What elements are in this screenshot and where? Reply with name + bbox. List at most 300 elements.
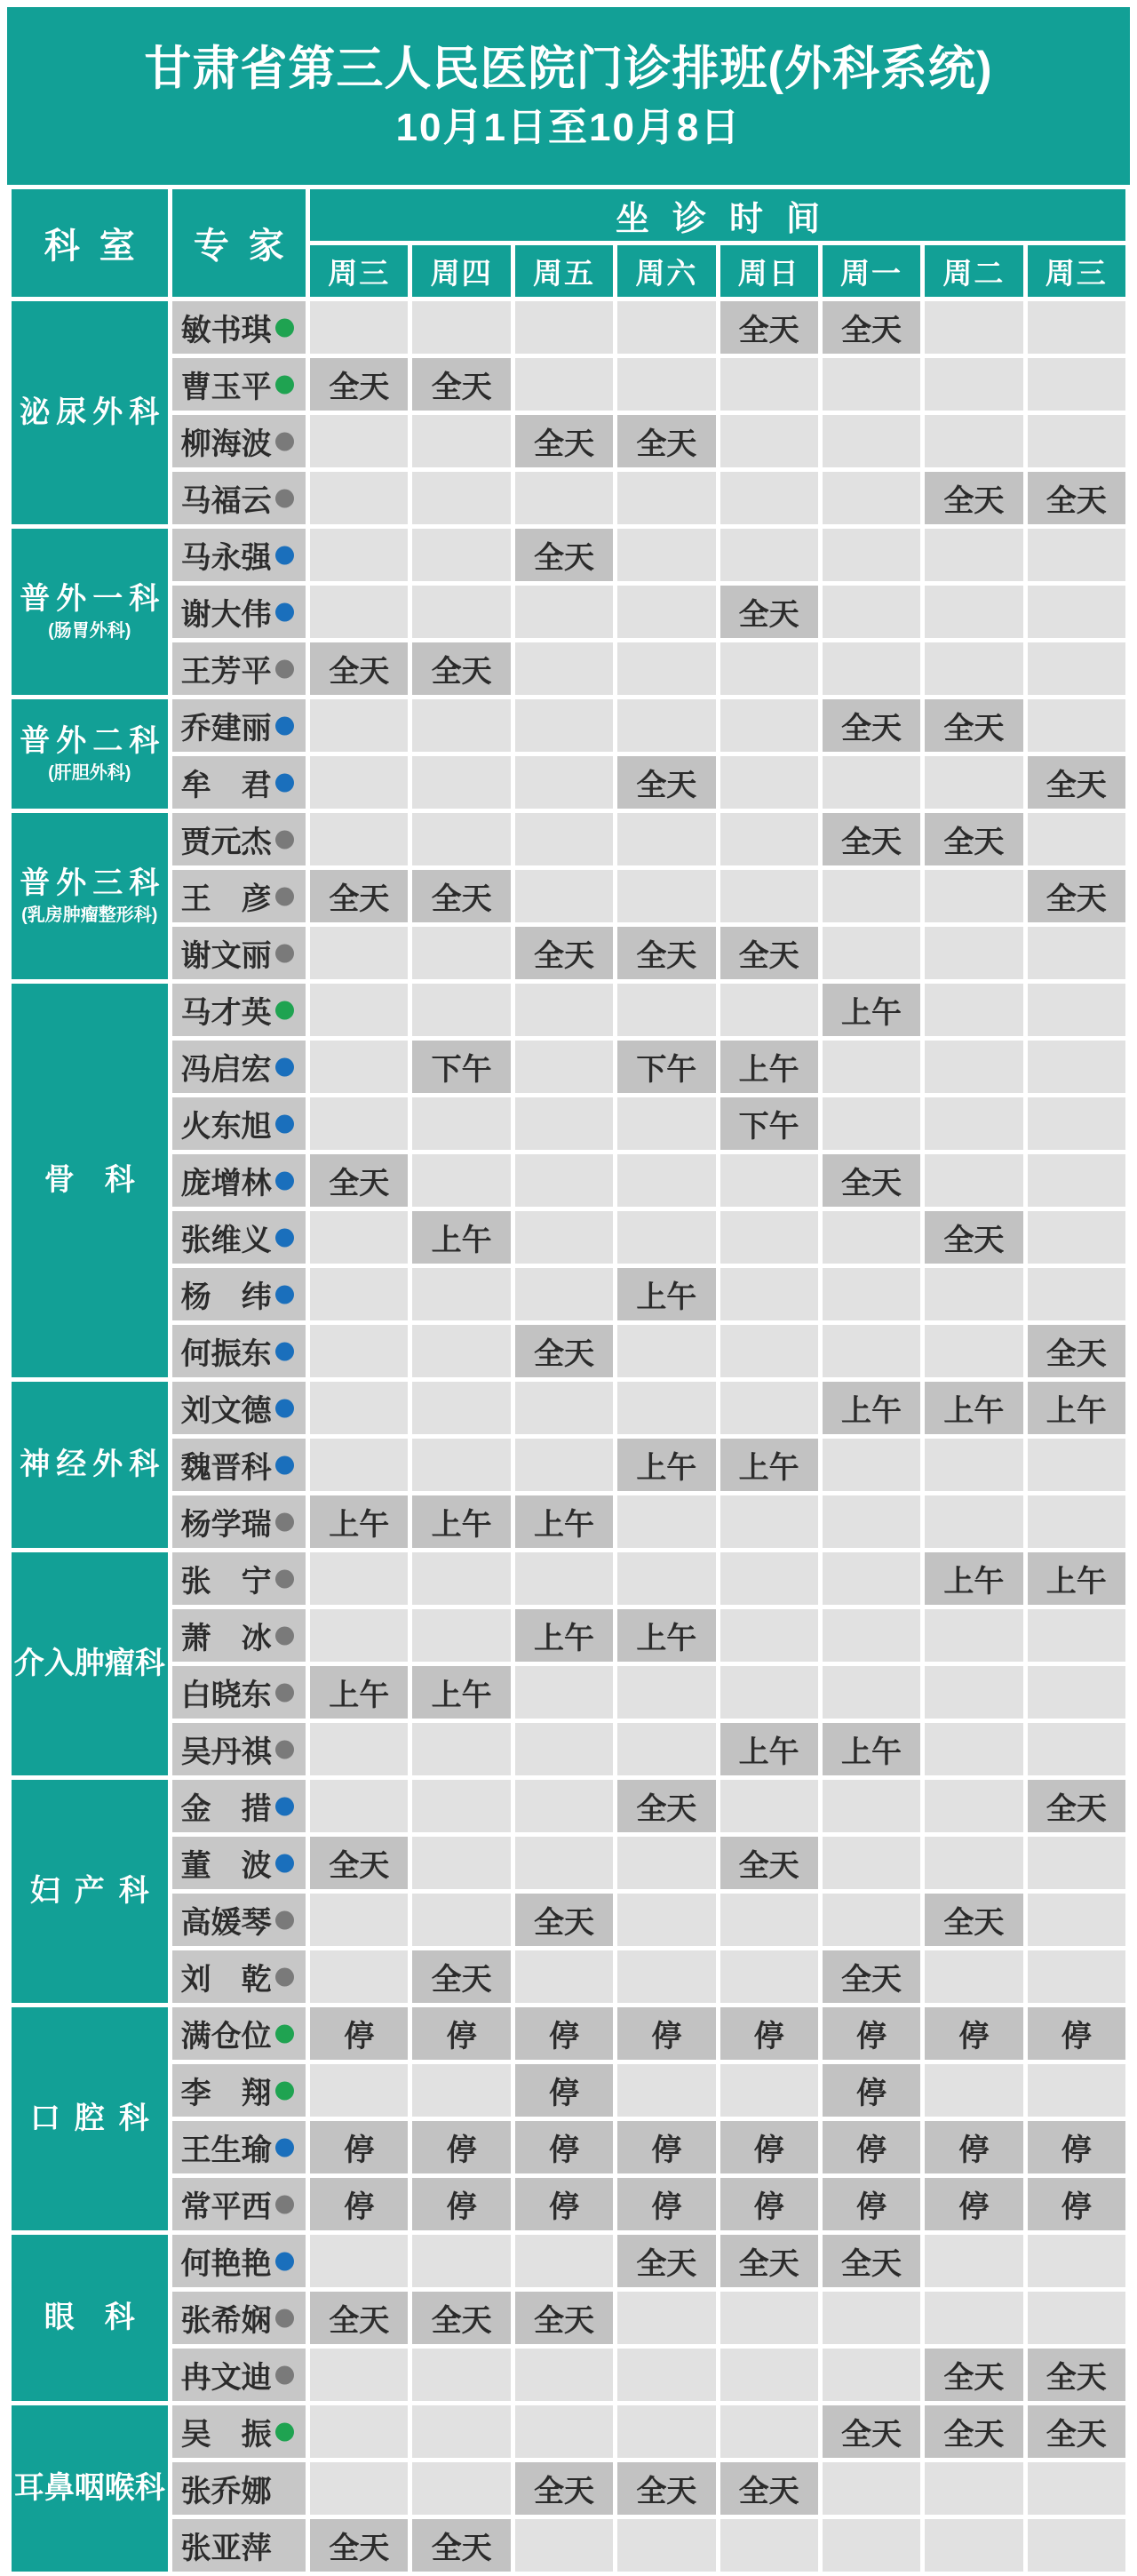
doctor-cell	[172, 1154, 306, 1207]
slot-cell: 停	[515, 2121, 613, 2173]
doctor-name: 刘 乾	[180, 1963, 272, 1997]
slot-cell	[617, 301, 715, 354]
blue-status-dot-icon	[275, 1342, 294, 1360]
doctor-name: 贾元杰	[180, 825, 272, 859]
col-header-day: 周三	[310, 245, 408, 297]
doctor-row	[12, 1780, 1125, 1832]
slot-cell: 全天	[925, 1211, 1022, 1264]
slot-cell	[617, 2519, 715, 2572]
doctor-name: 萧 冰	[180, 1622, 272, 1655]
doctor-name: 常平西	[180, 2190, 272, 2224]
slot-cell: 全天	[515, 2462, 613, 2515]
slot-cell	[412, 984, 510, 1036]
slot-cell	[823, 2519, 920, 2572]
slot-cell	[515, 1552, 613, 1605]
slot-cell: 全天	[515, 1325, 613, 1377]
department-name: 耳鼻咽喉科	[13, 2470, 165, 2505]
slot-cell	[925, 358, 1022, 411]
doctor-row	[12, 1154, 1125, 1207]
slot-cell	[515, 2235, 613, 2287]
slot-cell: 上午	[720, 1439, 818, 1491]
doctor-cell	[172, 1552, 306, 1605]
slot-cell: 停	[515, 2064, 613, 2117]
slot-cell	[617, 2064, 715, 2117]
department-cell	[12, 2007, 168, 2230]
slot-cell	[310, 1780, 408, 1832]
slot-cell: 上午	[823, 984, 920, 1036]
gray-status-dot-icon	[275, 2309, 294, 2327]
slot-cell: 全天	[310, 358, 408, 411]
slot-cell: 全天	[720, 2462, 818, 2515]
department-name: 眼 科	[44, 2300, 135, 2334]
gray-status-dot-icon	[275, 2365, 294, 2384]
slot-cell	[617, 1894, 715, 1946]
slot-cell: 全天	[720, 2235, 818, 2287]
slot-cell: 全天	[1028, 1780, 1125, 1832]
slot-cell	[1028, 984, 1125, 1036]
slot-cell	[823, 529, 920, 581]
slot-cell	[515, 472, 613, 524]
department-cell	[12, 813, 168, 979]
slot-cell	[310, 1609, 408, 1662]
slot-cell	[412, 756, 510, 809]
doctor-name: 马才英	[180, 996, 272, 1030]
slot-cell	[310, 1894, 408, 1946]
department-name: 普外二科	[20, 723, 166, 758]
slot-cell	[412, 2462, 510, 2515]
slot-cell	[720, 1325, 818, 1377]
slot-cell	[720, 1780, 818, 1832]
slot-cell	[515, 870, 613, 922]
doctor-cell	[172, 472, 306, 524]
doctor-row	[12, 1837, 1125, 1889]
slot-cell	[515, 1837, 613, 1889]
slot-cell: 全天	[1028, 1325, 1125, 1377]
doctor-name: 张 宁	[180, 1565, 272, 1599]
slot-cell	[310, 2235, 408, 2287]
slot-cell	[1028, 1723, 1125, 1775]
slot-cell	[617, 1837, 715, 1889]
slot-cell	[823, 586, 920, 638]
col-header-time-banner: 坐诊时间	[310, 189, 1125, 241]
slot-cell	[925, 1154, 1022, 1207]
slot-cell: 下午	[720, 1097, 818, 1150]
blue-status-dot-icon	[275, 1228, 294, 1247]
slot-cell	[412, 1325, 510, 1377]
slot-cell	[617, 642, 715, 695]
slot-cell	[617, 984, 715, 1036]
doctor-row	[12, 1041, 1125, 1093]
slot-cell	[720, 1211, 818, 1264]
green-status-dot-icon	[275, 2024, 294, 2043]
slot-cell	[823, 756, 920, 809]
slot-cell	[515, 1097, 613, 1150]
slot-cell: 全天	[412, 2519, 510, 2572]
slot-cell	[823, 1552, 920, 1605]
slot-cell: 全天	[412, 870, 510, 922]
doctor-cell	[172, 1439, 306, 1491]
slot-cell	[412, 2235, 510, 2287]
slot-cell	[617, 699, 715, 752]
slot-cell	[925, 2292, 1022, 2344]
slot-cell	[925, 301, 1022, 354]
slot-cell	[310, 927, 408, 979]
slot-cell	[1028, 1837, 1125, 1889]
blue-status-dot-icon	[275, 1171, 294, 1190]
slot-cell: 全天	[515, 927, 613, 979]
slot-cell	[617, 529, 715, 581]
slot-cell	[310, 699, 408, 752]
slot-cell	[720, 415, 818, 467]
doctor-cell	[172, 2064, 306, 2117]
slot-cell	[823, 2349, 920, 2401]
slot-cell: 上午	[310, 1495, 408, 1548]
doctor-cell	[172, 1723, 306, 1775]
doctor-name: 牟 君	[180, 769, 272, 802]
blue-status-dot-icon	[275, 2138, 294, 2157]
doctor-name: 张乔娜	[180, 2475, 272, 2508]
slot-cell	[720, 1894, 818, 1946]
slot-cell: 上午	[617, 1268, 715, 1320]
doctor-row	[12, 2064, 1125, 2117]
slot-cell: 上午	[925, 1382, 1022, 1434]
doctor-name: 张希娴	[180, 2304, 272, 2338]
department-cell	[12, 529, 168, 695]
slot-cell	[720, 1609, 818, 1662]
doctor-row	[12, 1894, 1125, 1946]
col-header-day: 周三	[1028, 245, 1125, 297]
slot-cell	[617, 472, 715, 524]
doctor-row	[12, 2405, 1125, 2458]
slot-cell	[515, 2405, 613, 2458]
slot-cell	[617, 1723, 715, 1775]
doctor-name: 乔建丽	[180, 712, 272, 746]
slot-cell: 停	[720, 2121, 818, 2173]
doctor-row	[12, 2349, 1125, 2401]
slot-cell	[412, 1780, 510, 1832]
slot-cell	[515, 1154, 613, 1207]
slot-cell	[1028, 1097, 1125, 1150]
slot-cell: 停	[925, 2007, 1022, 2060]
slot-cell	[310, 2405, 408, 2458]
slot-cell	[720, 529, 818, 581]
slot-cell	[310, 984, 408, 1036]
doctor-row	[12, 2519, 1125, 2572]
slot-cell	[1028, 1154, 1125, 1207]
slot-cell	[823, 1780, 920, 1832]
gray-status-dot-icon	[275, 489, 294, 507]
slot-cell	[515, 1382, 613, 1434]
slot-cell: 全天	[1028, 870, 1125, 922]
slot-cell	[1028, 1268, 1125, 1320]
slot-cell: 全天	[515, 529, 613, 581]
slot-cell	[515, 2349, 613, 2401]
date-range: 10月1日至10月8日	[395, 105, 742, 149]
doctor-name: 柳海波	[180, 427, 272, 461]
doctor-cell	[172, 2292, 306, 2344]
slot-cell	[925, 984, 1022, 1036]
slot-cell: 上午	[310, 1666, 408, 1719]
slot-cell: 下午	[617, 1041, 715, 1093]
doctor-row	[12, 358, 1125, 411]
doctor-row	[12, 529, 1125, 581]
slot-cell	[925, 529, 1022, 581]
doctor-row	[12, 1439, 1125, 1491]
slot-cell	[1028, 1211, 1125, 1264]
slot-cell	[412, 1552, 510, 1605]
slot-cell	[412, 1837, 510, 1889]
slot-cell	[1028, 2519, 1125, 2572]
slot-cell	[925, 642, 1022, 695]
slot-cell	[310, 813, 408, 865]
slot-cell	[310, 1211, 408, 1264]
col-header-day: 周一	[823, 245, 920, 297]
slot-cell: 停	[925, 2178, 1022, 2230]
slot-cell	[1028, 2462, 1125, 2515]
slot-cell: 全天	[925, 472, 1022, 524]
slot-cell: 停	[412, 2007, 510, 2060]
doctor-cell	[172, 642, 306, 695]
slot-cell	[925, 1723, 1022, 1775]
slot-cell	[310, 472, 408, 524]
doctor-row	[12, 1325, 1125, 1377]
slot-cell	[412, 415, 510, 467]
col-header-department: 科室	[12, 189, 168, 297]
slot-cell	[617, 358, 715, 411]
doctor-name: 王芳平	[180, 655, 272, 689]
slot-cell	[925, 927, 1022, 979]
green-status-dot-icon	[275, 1001, 294, 1019]
slot-cell: 上午	[925, 1552, 1022, 1605]
slot-cell	[925, 2064, 1022, 2117]
slot-cell	[925, 1041, 1022, 1093]
doctor-cell	[172, 2235, 306, 2287]
slot-cell	[515, 1780, 613, 1832]
slot-cell: 全天	[925, 2405, 1022, 2458]
slot-cell: 全天	[310, 2292, 408, 2344]
doctor-cell	[172, 984, 306, 1036]
doctor-name: 庞增林	[180, 1167, 272, 1200]
doctor-cell	[172, 2405, 306, 2458]
slot-cell: 全天	[310, 1837, 408, 1889]
slot-cell	[310, 415, 408, 467]
doctor-name: 谢文丽	[180, 939, 272, 973]
slot-cell: 上午	[1028, 1382, 1125, 1434]
slot-cell: 上午	[1028, 1552, 1125, 1605]
slot-cell	[412, 1439, 510, 1491]
doctor-row	[12, 2178, 1125, 2230]
blue-status-dot-icon	[275, 773, 294, 792]
doctor-cell	[172, 358, 306, 411]
slot-cell	[720, 1950, 818, 2003]
slot-cell	[720, 2292, 818, 2344]
slot-cell: 全天	[720, 927, 818, 979]
slot-cell: 全天	[823, 301, 920, 354]
doctor-row	[12, 1268, 1125, 1320]
gray-status-dot-icon	[275, 830, 294, 849]
slot-cell	[617, 1495, 715, 1548]
slot-cell	[1028, 1041, 1125, 1093]
slot-cell	[823, 2292, 920, 2344]
slot-cell	[412, 1382, 510, 1434]
doctor-row	[12, 1609, 1125, 1662]
slot-cell	[515, 1723, 613, 1775]
doctor-row	[12, 2462, 1125, 2515]
slot-cell: 全天	[515, 1894, 613, 1946]
slot-cell: 全天	[617, 1780, 715, 1832]
slot-cell	[412, 699, 510, 752]
slot-cell	[823, 1495, 920, 1548]
slot-cell	[720, 1495, 818, 1548]
doctor-name: 何艳艳	[180, 2247, 272, 2281]
department-cell	[12, 2405, 168, 2572]
department-cell	[12, 1552, 168, 1775]
slot-cell: 上午	[823, 1723, 920, 1775]
slot-cell	[925, 2235, 1022, 2287]
blue-status-dot-icon	[275, 602, 294, 621]
slot-cell	[1028, 1609, 1125, 1662]
department-cell	[12, 1382, 168, 1548]
slot-cell	[1028, 1495, 1125, 1548]
slot-cell	[925, 756, 1022, 809]
slot-cell: 停	[720, 2178, 818, 2230]
blue-status-dot-icon	[275, 2252, 294, 2270]
doctor-name: 白晓东	[180, 1679, 272, 1712]
doctor-cell	[172, 2462, 306, 2515]
doctor-name: 刘文德	[180, 1394, 272, 1428]
slot-cell: 全天	[412, 358, 510, 411]
slot-cell: 下午	[412, 1041, 510, 1093]
slot-cell	[925, 2519, 1022, 2572]
slot-cell: 停	[515, 2007, 613, 2060]
slot-cell	[412, 2349, 510, 2401]
slot-cell	[823, 1609, 920, 1662]
slot-cell	[412, 529, 510, 581]
blue-status-dot-icon	[275, 1399, 294, 1417]
doctor-cell	[172, 813, 306, 865]
slot-cell	[720, 2349, 818, 2401]
slot-cell: 全天	[823, 1154, 920, 1207]
doctor-name: 马永强	[180, 541, 272, 575]
blue-status-dot-icon	[275, 1854, 294, 1872]
slot-cell	[1028, 1439, 1125, 1491]
department-cell	[12, 699, 168, 809]
col-header-day: 周四	[412, 245, 510, 297]
slot-cell: 上午	[617, 1609, 715, 1662]
gray-status-dot-icon	[275, 2195, 294, 2213]
doctor-cell	[172, 2349, 306, 2401]
header-row-1	[12, 189, 1125, 241]
slot-cell: 全天	[823, 1950, 920, 2003]
slot-cell: 全天	[925, 699, 1022, 752]
slot-cell: 停	[1028, 2121, 1125, 2173]
slot-cell	[1028, 642, 1125, 695]
slot-cell	[310, 1950, 408, 2003]
slot-cell	[617, 1325, 715, 1377]
doctor-row	[12, 415, 1125, 467]
slot-cell	[720, 2064, 818, 2117]
slot-cell	[1028, 301, 1125, 354]
slot-cell: 停	[1028, 2007, 1125, 2060]
slot-cell	[1028, 1950, 1125, 2003]
slot-cell	[310, 2462, 408, 2515]
slot-cell	[515, 1041, 613, 1093]
doctor-name: 满仓位	[180, 2020, 272, 2054]
slot-cell	[823, 870, 920, 922]
slot-cell	[720, 1154, 818, 1207]
slot-cell	[617, 2349, 715, 2401]
slot-cell	[720, 2405, 818, 2458]
slot-cell: 停	[720, 2007, 818, 2060]
slot-cell: 全天	[1028, 472, 1125, 524]
slot-cell: 全天	[823, 2235, 920, 2287]
doctor-cell	[172, 301, 306, 354]
slot-cell: 全天	[823, 813, 920, 865]
doctor-name: 金 措	[180, 1792, 272, 1826]
slot-cell: 上午	[412, 1495, 510, 1548]
slot-cell	[823, 2462, 920, 2515]
slot-cell: 上午	[412, 1211, 510, 1264]
col-header-day: 周五	[515, 245, 613, 297]
slot-cell	[310, 2349, 408, 2401]
doctor-cell	[172, 756, 306, 809]
slot-cell	[412, 586, 510, 638]
slot-cell	[617, 1382, 715, 1434]
col-header-day: 周日	[720, 245, 818, 297]
slot-cell: 停	[823, 2178, 920, 2230]
gray-status-dot-icon	[275, 1626, 294, 1645]
slot-cell: 全天	[1028, 2405, 1125, 2458]
slot-cell	[823, 415, 920, 467]
gray-status-dot-icon	[275, 887, 294, 905]
doctor-row	[12, 2121, 1125, 2173]
slot-cell	[310, 1041, 408, 1093]
doctor-name: 杨学瑞	[180, 1508, 272, 1542]
slot-cell	[720, 699, 818, 752]
slot-cell	[720, 472, 818, 524]
slot-cell	[412, 2064, 510, 2117]
slot-cell	[720, 984, 818, 1036]
department-cell	[12, 301, 168, 524]
schedule-table	[7, 185, 1130, 2576]
doctor-name: 董 波	[180, 1849, 272, 1883]
slot-cell	[310, 586, 408, 638]
slot-cell: 上午	[515, 1609, 613, 1662]
doctor-cell	[172, 1894, 306, 1946]
slot-cell	[925, 1439, 1022, 1491]
slot-cell	[1028, 927, 1125, 979]
doctor-name: 马福云	[180, 484, 272, 518]
doctor-row	[12, 813, 1125, 865]
slot-cell	[823, 1666, 920, 1719]
slot-cell	[720, 1382, 818, 1434]
doctor-cell	[172, 1780, 306, 1832]
masthead	[7, 7, 1130, 185]
doctor-row	[12, 2292, 1125, 2344]
doctor-cell	[172, 1041, 306, 1093]
doctor-cell	[172, 927, 306, 979]
doctor-row	[12, 301, 1125, 354]
green-status-dot-icon	[275, 375, 294, 394]
slot-cell	[412, 1154, 510, 1207]
slot-cell	[925, 586, 1022, 638]
blue-status-dot-icon	[275, 546, 294, 564]
doctor-cell	[172, 1097, 306, 1150]
green-status-dot-icon	[275, 2081, 294, 2100]
slot-cell	[925, 1325, 1022, 1377]
slot-cell	[412, 1894, 510, 1946]
doctor-row	[12, 927, 1125, 979]
